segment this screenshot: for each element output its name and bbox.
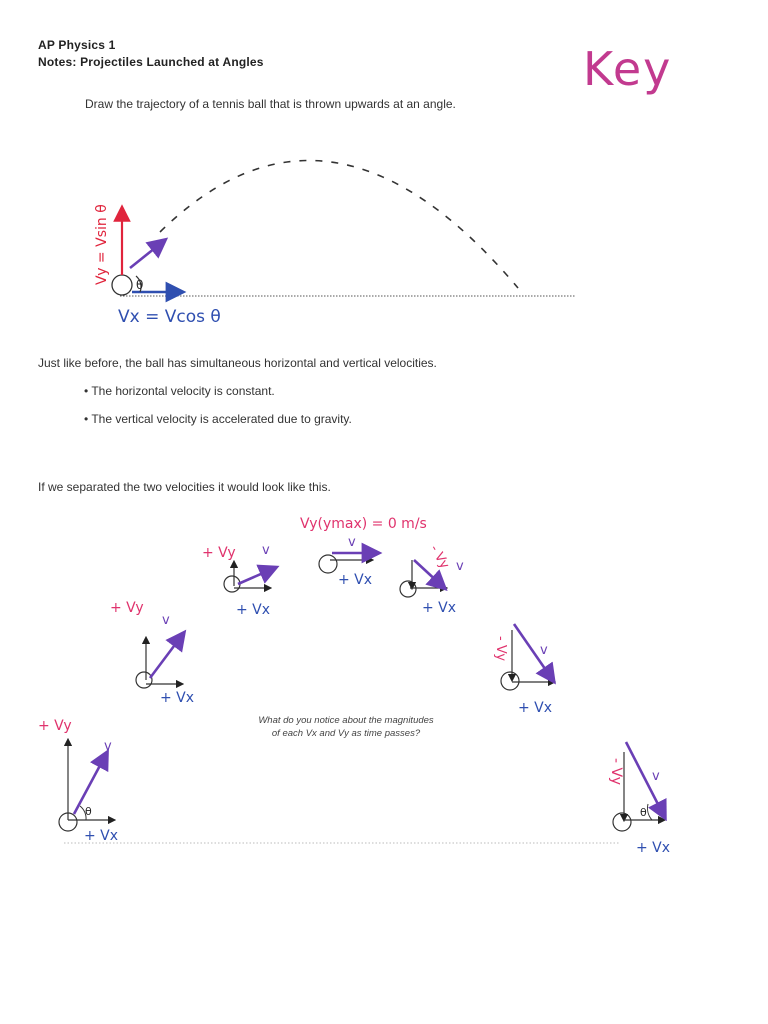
notes-title: Notes: Projectiles Launched at Angles xyxy=(38,55,264,69)
position-6 xyxy=(493,624,552,716)
separated-velocities-diagram xyxy=(38,516,670,856)
prompt-text: Draw the trajectory of a tennis ball that is thrown upwards at an angle. xyxy=(85,97,456,111)
position-5 xyxy=(400,543,464,617)
svg-text:+ Vy: + Vy xyxy=(110,600,144,616)
svg-text:+ Vx: + Vx xyxy=(636,840,671,856)
svg-text:v: v xyxy=(540,643,548,658)
position-2 xyxy=(110,600,194,706)
trajectory-diagram xyxy=(94,160,575,327)
svg-text:+ Vx: + Vx xyxy=(338,572,373,588)
vx-equation: Vx = Vcos θ xyxy=(118,307,221,327)
svg-text:+ Vx: + Vx xyxy=(84,828,119,844)
svg-text:+ Vx: + Vx xyxy=(422,600,457,616)
svg-text:v: v xyxy=(348,535,356,550)
position-1 xyxy=(38,718,118,844)
svg-text:+ Vx: + Vx xyxy=(236,602,271,618)
question-line-2: of each Vx and Vy as time passes? xyxy=(271,728,421,739)
vy-equation: Vy = Vsin θ xyxy=(94,204,110,285)
svg-text:+ Vy: + Vy xyxy=(202,545,236,561)
svg-text:θ: θ xyxy=(85,805,92,818)
svg-text:v: v xyxy=(456,559,464,574)
trajectory-path xyxy=(160,160,518,288)
svg-text:v: v xyxy=(162,613,170,628)
question-text xyxy=(236,714,456,740)
svg-text:- Vy: - Vy xyxy=(493,636,508,662)
course-title: AP Physics 1 xyxy=(38,38,116,52)
svg-text:v: v xyxy=(104,739,112,754)
svg-text:v: v xyxy=(652,769,660,784)
theta-label: θ xyxy=(136,278,144,292)
paragraph-2: If we separated the two velocities it would look like this. xyxy=(38,480,331,494)
svg-text:+ Vx: + Vx xyxy=(518,700,553,716)
svg-text:+ Vy: + Vy xyxy=(38,718,72,734)
svg-text:- Vy: - Vy xyxy=(608,758,624,785)
bullet-2: • The vertical velocity is accelerated due to gravity. xyxy=(84,412,352,426)
svg-text:- Vy: - Vy xyxy=(426,542,453,572)
key-label: Key xyxy=(583,42,673,96)
vy-max-label: Vy(ymax) = 0 m/s xyxy=(300,516,427,532)
bullet-1: • The horizontal velocity is constant. xyxy=(84,384,275,398)
position-3 xyxy=(202,543,270,618)
position-7 xyxy=(608,742,670,856)
velocity-arrow xyxy=(130,244,160,268)
ball-icon xyxy=(112,275,132,295)
svg-text:v: v xyxy=(262,543,270,558)
question-line-1: What do you notice about the magnitudes xyxy=(258,715,434,726)
position-4 xyxy=(319,535,372,588)
svg-text:θ: θ xyxy=(640,806,647,819)
svg-text:+ Vx: + Vx xyxy=(160,690,195,706)
paragraph-1: Just like before, the ball has simultaneous horizontal and vertical velocities. xyxy=(38,356,437,370)
